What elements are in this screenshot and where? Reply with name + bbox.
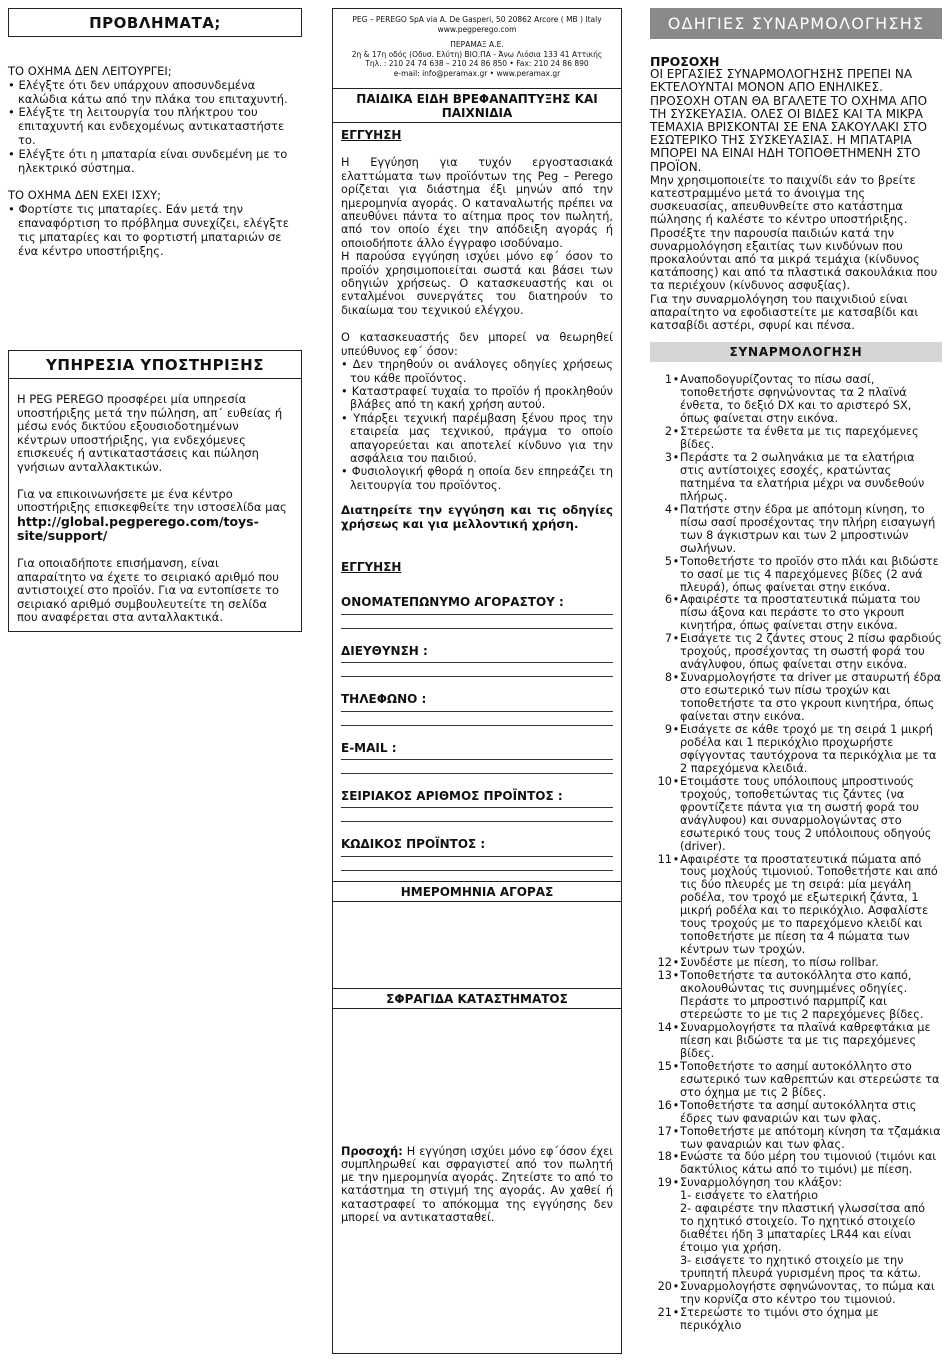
caution-upper: ΟΙ ΕΡΓΑΣΙΕΣ ΣΥΝΑΡΜΟΛΟΓΗΣΗΣ ΠΡΕΠΕΙ ΝΑ ΕΚΤΕΛΟΥΝΤΑΙ ΜΟΝΟΝ ΑΠΟ ΕΝΗΛΙΚΕΣ. ΠΡΟΣΟΧΗ ΟΤΑΝ ΘΑ ΒΓΑΛΕΤΕ ΤΟ ΟΧΗΜΑ ΑΠΟ ΤΗ ΣΥΣΚΕΥΑΣΙΑ. ΟΛΕΣ ΟΙ ΒΙΔΕΣ ΚΑΙ ΤΑ ΜΙΚΡΑ ΤΕΜΑΧΙΑ ΒΡΙΣΚΟΝΤΑΙ ΣΕ ΕΝΑ ΣΑΚΟΥΛΑΚΙ ΣΤΟ ΕΣΩΤΕΡΙΚΟ ΤΗΣ ΣΥΣΚΕΥΑΣΙΑΣ. Η ΜΠΑΤΑΡΙΑ ΜΠΟΡΕΙ ΝΑ ΕΙΝΑΙ ΗΔΗ ΤΟΠΟΘΕΤΗΜΕΝΗ ΣΤΟ ΠΡΟΪΟΝ. (650, 67, 928, 174)
assembly-steps-title: ΣΥΝΑΡΜΟΛΟΓΗΣΗ (650, 342, 942, 362)
keep-warranty-note: Διατηρείτε την εγγύηση και τις οδηγίες χρήσεως και για μελλοντική χρήση. (341, 503, 613, 531)
company-header (333, 9, 621, 78)
support-paragraph (17, 488, 291, 544)
caution-title: ΠΡΟΣΟΧΗ (650, 54, 720, 69)
purchase-date-label: ΗΜΕΡΟΜΗΝΙΑ ΑΓΟΡΑΣ (333, 881, 621, 902)
support-title: ΥΠΗΡΕΣΙΑ ΥΠΟΣΤΗΡΙΞΗΣ (9, 351, 301, 379)
bullet-icon: • (672, 1305, 680, 1319)
step-text: Πατήστε στην έδρα με απότομη κίνηση, το πίσω σασί προσέχοντας την πλήρη εισαγωγή των 8 άγκιστρων και των 2 μπροστινών σωλήνων. (680, 502, 936, 555)
step-number: 4 (664, 502, 672, 516)
step-number: 10 (657, 774, 672, 788)
step-number: 12 (657, 956, 672, 970)
assembly-step (650, 854, 942, 958)
step-number: 15 (657, 1059, 672, 1073)
company-website: www.pegperego.com (437, 24, 517, 34)
problems-body (8, 65, 302, 258)
assembly-step (650, 594, 942, 633)
distributor-email: e-mail: info@peramax.gr • www.peramax.gr (393, 68, 561, 78)
warning-label: Προσοχή: (341, 1144, 403, 1158)
assembly-step (650, 776, 942, 854)
step-number: 3 (664, 450, 672, 464)
assembly-step (650, 724, 942, 776)
warranty-paragraph: Η Εγγύηση για τυχόν εργοστασιακά ελαττώματα των προϊόντων της Peg – Perego ορίζεται για διάστημα έξι μηνών από την ημερομηνία αγοράς. Ο καταναλωτής πρέπει να απευθύνει πάντα το αίτημα προς τον πωλητή, από τον οποίο έχει την απόδειξη αγοράς ή οποιοδήποτε άλλο έγγραφο ισοδύναμο. (341, 156, 613, 250)
step-text: Στερεώστε τα ένθετα με τις παρεχόμενες βίδες. (680, 425, 919, 452)
bullet-icon: • (672, 554, 680, 568)
step-text: Συναρμολογήστε τα driver με σταυρωτή έδρα στο εσωτερικό των πίσω τροχών και τοποθετήστε τα στο γκρουπ κινητήρα, όπως φαίνεται στην εικόνα. (680, 671, 942, 724)
step-text: Τοποθετήστε τα ασημί αυτοκόλλητα στις έδρες των φαναριών και των φλας. (680, 1098, 917, 1125)
step-text: Τοποθετήστε τα αυτοκόλλητα στο καπό, ακολουθώντας τις συνημμένες οδηγίες. Περάστε το μπροστινό παρμπρίζ και στερεώστε το με τις 2 παρεχόμενες βίδες. (680, 969, 924, 1021)
assembly-step (650, 426, 942, 452)
step-number: 16 (657, 1098, 672, 1112)
list-item: • Δεν τηρηθούν οι ανάλογες οδηγίες χρήσεως του κάθε προϊόντος. (341, 358, 613, 385)
warranty-paragraph: Ο κατασκευαστής δεν μπορεί να θεωρηθεί υπεύθυνος εφ΄ όσον: (341, 331, 613, 358)
purchase-date-area[interactable] (333, 902, 621, 988)
warranty-card (332, 8, 622, 1354)
step-text: Ετοιμάστε τους υπόλοιπους μπροστινούς τροχούς, τοποθετώντας τις ζάντες (να φροντίζετε πάντα για τη σωστή φορά του ανάγλυφου) και συναρμολογώντας στο εσωτερικό τους τους 2 υπόλοιπους οδηγούς (driver). (680, 774, 932, 853)
form-line[interactable] (341, 760, 613, 774)
step-text: Αφαιρέστε τα προστατευτικά πώματα του πίσω άξονα και περάστε το στο γκρουπ κινητήρα, όπως φαίνεται στην εικόνα. (680, 593, 921, 633)
list-item: • Καταστραφεί τυχαία το προϊόν ή προκληθούν βλάβες από τη κακή χρήση αυτού. (341, 384, 613, 412)
bullet-icon: • (672, 593, 680, 607)
step-number: 20 (657, 1279, 672, 1293)
caution-paragraph: Μην χρησιμοποιείτε το παιχνίδι εάν το βρείτε κατεστραμμένο μετά το άνοιγμα της συσκευασίας, απευθυνθείτε στο κατάστημα πώλησης ή καλέστε το κέντρο υποστήριξης. (650, 172, 916, 227)
problem-list (8, 203, 302, 258)
step-number: 18 (657, 1150, 672, 1164)
assembly-section (650, 8, 942, 1333)
assembly-title: ΟΔΗΓΙΕΣ ΣΥΝΑΡΜΟΛΟΓΗΣΗΣ (650, 8, 942, 39)
step-number: 8 (664, 671, 672, 685)
step-text: Συναρμολογήστε τα πλαϊνά καθρεφτάκια με πίεση και βιδώστε τα με τις παρεχόμενες βίδες. (680, 1020, 931, 1060)
warranty-paragraph: Η παρούσα εγγύηση ισχύει μόνο εφ΄ όσον το προϊόν χρησιμοποιείται σωστά και βάσει των οδηγιών χρήσεως. Ο κατασκευαστής και οι ενταλμένοι συνεργάτες του διατηρούν το δικαίωμα του τεχνικού ελέγχου. (341, 250, 613, 317)
email-field[interactable]: E-MAIL : (341, 742, 613, 760)
problems-section (8, 8, 302, 258)
bullet-icon: • (672, 1020, 680, 1034)
support-paragraph: Η PEG PEREGO προσφέρει μία υπηρεσία υποστήριξης μετά την πώληση, απ΄ ευθείας ή μέσω ενός δικτύου εξουσιοδοτημένων κέντρων υποστήριξης, για ενδεχόμενες επισκευές ή αντικαταστάσεις και πώληση γνήσιων ανταλλακτικών. (17, 392, 283, 474)
problem-group-title: ΤΟ ΟΧΗΜΑ ΔΕΝ ΛΕΙΤΟΥΡΓΕΙ; (8, 64, 172, 78)
step-number: 17 (657, 1124, 672, 1138)
assembly-step (650, 504, 942, 556)
caution-block (650, 55, 942, 332)
list-item: • Υπάρξει τεχνική παρέμβαση ξένου προς την εταιρεία μας τεχνικού, πράγμα το οποίο απαγορεύεται και αποτελεί κίνδυνο για την ασφάλεια του παιδιού. (341, 411, 613, 465)
step-text: Τοποθετήστε με απότομη κίνηση τα τζαμάκια των φαναριών και των φλας. (680, 1124, 941, 1151)
step-text: Εισάγετε σε κάθε τροχό με τη σειρά 1 μικρή ροδέλα και 1 περικόχλιο προχωρήστε σφίγγοντας ταυτόχρονα τα περικόχλια με τα 2 παρεχόμενα κλειδιά. (680, 723, 937, 775)
step-number: 9 (664, 723, 672, 736)
buyer-name-field[interactable]: ΟΝΟΜΑΤΕΠΩΝΥΜΟ ΑΓΟΡΑΣΤΟΥ : (341, 596, 613, 614)
list-item: • Ελέγξτε τη λειτουργία του πλήκτρου του επιταχυντή και ενδεχομένως αντικαταστήστε το. (8, 105, 285, 147)
step-number: 14 (657, 1020, 672, 1034)
form-line[interactable] (341, 857, 613, 871)
list-item: • Φορτίστε τις μπαταρίες. Εάν μετά την επαναφόρτιση το πρόβλημα συνεχίζει, ελέγξτε τις μπαταρίες και το φορτιστή μπαταριών σε ένα κέντρο υποστήριξης. (8, 202, 289, 258)
assembly-step (650, 1100, 942, 1126)
company-address: PEG – PEREGO SpA via A. De Gasperi, 50 20862 Arcore ( MB ) Italy (352, 15, 602, 24)
caution-paragraph: Για την συναρμολόγηση του παιχνιδιού είναι απαραίτητο να εφοδιαστείτε με κατσαβίδι και κατσαβίδι αστέρι, σφυρί και πένσα. (650, 291, 919, 333)
assembly-step (650, 1281, 942, 1307)
assembly-step (650, 633, 942, 672)
address-field[interactable]: ΔΙΕΥΘΥΝΣΗ : (341, 645, 613, 663)
assembly-step (650, 374, 942, 426)
assembly-step (650, 452, 942, 504)
step-text: Στερεώστε το τιμόνι στο όχημα με περικόχλιο (680, 1305, 879, 1332)
step-text: Συνδέστε με πίεση, το πίσω rollbar. (680, 956, 879, 970)
bullet-icon: • (672, 1150, 680, 1164)
step-number: 7 (664, 632, 672, 646)
bullet-icon: • (672, 852, 680, 866)
bullet-icon: • (672, 774, 680, 788)
bullet-icon: • (672, 956, 680, 970)
bullet-icon: • (672, 1098, 680, 1112)
step-text: Τοποθετήστε το ασημί αυτοκόλλητο στο εσωτερικό των καθρεπτών και στερεώστε τα στο όχημα με τις 2 βίδες. (680, 1059, 940, 1099)
step-number: 1 (664, 373, 672, 387)
step-number: 2 (664, 425, 672, 439)
support-url-link[interactable]: http://global.pegperego.com/toys-site/support/ (17, 513, 259, 544)
step-text: Συναρμολογήστε σφηνώνοντας, το πώμα και την κορνίζα στο κέντρο του τιμονιού. (680, 1279, 935, 1306)
step-number: 5 (664, 554, 672, 568)
phone-field[interactable]: ΤΗΛΕΦΩΝΟ : (341, 693, 613, 711)
bullet-icon: • (672, 1176, 680, 1190)
bullet-icon: • (672, 723, 680, 736)
step-text: Περάστε τα 2 σωληνάκια με τα ελατήρια στις αντίστοιχες εσοχές, κρατώντας πατημένα τα ελατήρια μέχρι να συνδεθούν πλήρως. (680, 450, 925, 503)
support-section (8, 350, 302, 632)
warranty-form-title: ΕΓΓΥΗΣΗ (341, 559, 402, 574)
warranty-section-title: ΕΓΓΥΗΣΗ (341, 128, 402, 142)
form-line[interactable] (341, 615, 613, 629)
bullet-icon: • (672, 425, 680, 439)
assembly-step (650, 970, 942, 1022)
step-text: Τοποθετήστε το προϊόν στο πλάι και βιδώστε το σασί με τις 4 παρεχόμενες βίδες (2 ανά πλευρά), όπως φαίνεται στην εικόνα. (680, 554, 939, 594)
assembly-step (650, 1151, 942, 1177)
product-code-field[interactable]: ΚΩΔΙΚΟΣ ΠΡΟΪΝΤΟΣ : (341, 838, 613, 856)
assembly-step (650, 1177, 942, 1281)
store-stamp-label: ΣΦΡΑΓΙΔΑ ΚΑΤΑΣΤΗΜΑΤΟΣ (333, 988, 621, 1009)
step-text: Αναποδογυρίζοντας το πίσω σασί, τοποθετήστε σφηνώνοντας τα 2 πλαϊνά ένθετα, το δεξιό DX και το αριστερό SX, όπως φαίνεται στην εικόνα. (680, 373, 912, 426)
list-item: • Φυσιολογική φθορά η οποία δεν επηρεάζει τη λειτουργία του προϊόντος. (341, 465, 613, 492)
warranty-exclusions (341, 358, 613, 492)
support-contact-text: Για να επικοινωνήσετε με ένα κέντρο υποστήριξης επισκεφθείτε την ιστοσελίδα μας (17, 486, 287, 515)
assembly-step (650, 1022, 942, 1061)
assembly-steps (650, 374, 942, 1333)
bullet-icon: • (672, 1059, 680, 1073)
form-line[interactable] (341, 663, 613, 677)
serial-number-field[interactable]: ΣΕΙΡΙΑΚΟΣ ΑΡΙΘΜΟΣ ΠΡΟΪΝΤΟΣ : (341, 790, 613, 808)
assembly-step (650, 556, 942, 595)
caution-paragraph: Προσέξτε την παρουσία παιδιών κατά την συναρμολόγηση εξαιτίας των κινδύνων που προκαλούνται από τα μικρά τεμάχια (κίνδυνος κατάποσης) και από τα πλαστικά σακουλάκια που τα περιέχουν (κίνδυνος ασφυξίας). (650, 225, 938, 293)
bullet-icon: • (672, 969, 680, 983)
assembly-step (650, 1307, 942, 1333)
distributor-address: 2η & 17η οδός (Οδυσ. Ελύτη) ΒΙΟ.ΠΑ - Άνω Λιόσια 133 41 Αττικής (351, 49, 603, 59)
list-item: • Ελέγξτε ότι η μπαταρία είναι συνδεμένη με το ηλεκτρικό σύστημα. (8, 146, 288, 175)
step-number: 19 (657, 1176, 672, 1190)
step-text: Ενώστε τα δύο μέρη του τιμονιού (τιμόνι και δακτύλιος κάτω από το τιμόνι) με πίεση. (680, 1150, 937, 1177)
form-line[interactable] (341, 712, 613, 726)
bullet-icon: • (672, 632, 680, 646)
assembly-step (650, 672, 942, 724)
step-number: 21 (657, 1305, 672, 1319)
problem-group-title: ΤΟ ΟΧΗΜΑ ΔΕΝ ΕΧΕΙ ΙΣΧΥ; (8, 188, 162, 203)
bullet-icon: • (672, 373, 680, 387)
step-number: 11 (657, 852, 672, 866)
problems-title: ΠΡΟΒΛΗΜΑΤΑ; (8, 8, 302, 37)
problem-list (8, 79, 302, 176)
bullet-icon: • (672, 502, 680, 516)
step-text: Αφαιρέστε τα προστατευτικά πώματα από τους μοχλούς τιμονιού. Τοποθετήστε και από τις δύο πλευρές με τη σειρά: μία μεγάλη ροδέλα, τον τροχό με εξωτερική ζάντα, 1 μικρή ροδέλα και το περικόχλιο. Ασφαλίστε τους τροχούς με το παρεχόμενο κλειδί και τοποθετήστε με πίεση τα 4 πώματα των κέντρων των τροχών. (680, 852, 938, 957)
step-text: Εισάγετε τις 2 ζάντες στους 2 πίσω φαρδιούς τροχούς, προσέχοντας τη σωστή φορά του ανάγλυφου, όπως φαίνεται στην εικόνα. (680, 632, 942, 672)
distributor-name: ΠΕΡΑΜΑΞ Α.Ε. (450, 40, 504, 49)
assembly-step (650, 1061, 942, 1100)
support-paragraph: Για οποιαδήποτε επισήμανση, είναι απαραίτητο να έχετε το σειριακό αριθμό που αντιστοιχεί στο προϊόν. Για να εντοπίσετε το σειριακό αριθμό συμβουλευτείτε τη σελίδα που αναφέρεται στα ανταλλακτικά. (17, 555, 280, 625)
bullet-icon: • (672, 450, 680, 464)
step-text: Συναρμολόγηση του κλάξον: 1- εισάγετε το ελατήριο 2- αφαιρέστε την πλαστική γλωσσίτσα από το ηχητικό στοιχείο. Το ηχητικό στοιχείο διαθέτει ήδη 3 μπαταρίες LR44 και είναι έτοιμο για χρήση. 3- εισάγετε το ηχητικό στοιχείο με την τρυπητή πλευρά γυρισμένη προς τα κάτω. (680, 1176, 926, 1281)
step-number: 6 (664, 593, 672, 607)
form-line[interactable] (341, 808, 613, 822)
distributor-phone: Τηλ. : 210 24 74 638 – 210 24 86 850 • Fax: 210 24 86 890 (365, 59, 589, 68)
store-stamp-area[interactable] (333, 1009, 621, 1145)
warning-text: Η εγγύηση ισχύει μόνο εφ΄όσον έχει συμπληρωθεί και σφραγιστεί από τον πωλητή με την ημερομηνία αγοράς. Ζητείστε το από το κατάστημα τη στιγμή της αγοράς. Αν χαθεί ή καταστραφεί το απόκομμα της εγγύησης δεν μπορεί να αντικατασταθεί. (341, 1144, 613, 1224)
bullet-icon: • (672, 671, 680, 685)
bullet-icon: • (672, 1279, 680, 1293)
step-number: 13 (657, 969, 672, 983)
warranty-warning (333, 1145, 621, 1224)
warranty-band: ΠΑΙΔΙΚΑ ΕΙΔΗ ΒΡΕΦΑΝΑΠΤΥΞΗΣ ΚΑΙ ΠΑΙΧΝΙΔΙΑ (333, 88, 621, 123)
list-item: • Ελέγξτε ότι δεν υπάρχουν αποσυνδεμένα καλώδια κάτω από την πλάκα του επιταχυντή. (8, 77, 288, 106)
assembly-step (650, 1126, 942, 1152)
bullet-icon: • (672, 1124, 680, 1138)
